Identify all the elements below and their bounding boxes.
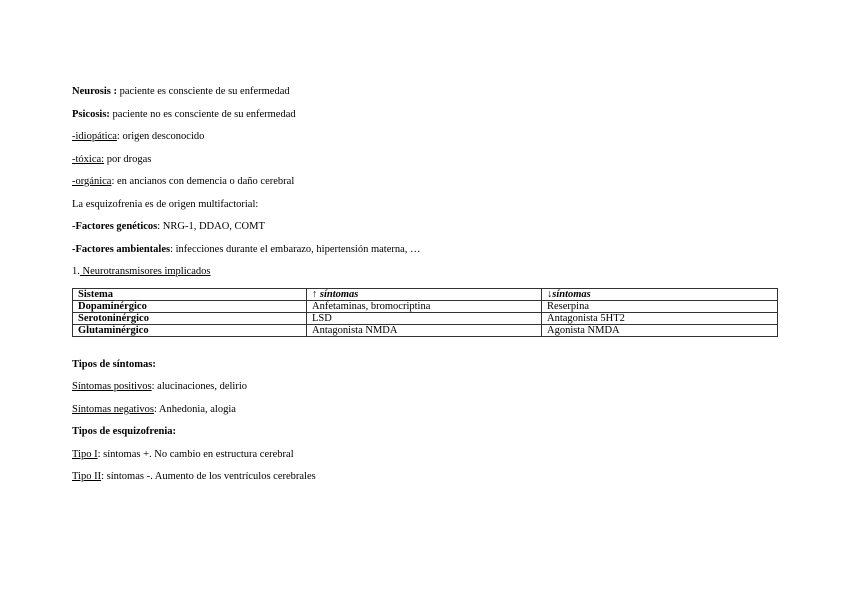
- geneticos-text: : NRG-1, DDAO, COMT: [157, 221, 265, 232]
- neurosis-text: paciente es consciente de su enfermedad: [117, 86, 290, 97]
- table-cell: Glutaminérgico: [73, 324, 307, 336]
- neurotransmisores-heading: [72, 266, 777, 278]
- positivos-term: Síntomas positivos: [72, 381, 152, 392]
- table-cell: Antagonista 5HT2: [542, 312, 778, 324]
- organica-line: [72, 176, 777, 188]
- toxica-text: por drogas: [104, 153, 152, 165]
- table-cell: Dopaminérgico: [73, 300, 307, 312]
- neurosis-term: Neurosis :: [72, 86, 118, 97]
- section-number: 1.: [72, 266, 80, 277]
- table-row: [73, 300, 778, 312]
- tipo1-line: [72, 449, 777, 461]
- positivos-line: [72, 381, 777, 393]
- table-cell: LSD: [307, 312, 542, 324]
- table-header-row: [73, 288, 778, 300]
- tipo2-term: Tipo II: [72, 471, 102, 482]
- toxica-line: [72, 154, 777, 166]
- negativos-line: [72, 404, 777, 416]
- positivos-text: : alucinaciones, delirio: [151, 381, 247, 392]
- negativos-term: Síntomas negativos: [72, 403, 154, 415]
- idiopatica-line: [72, 131, 777, 143]
- psicosis-line: [72, 109, 777, 121]
- psicosis-text: paciente no es consciente de su enfermedad: [109, 108, 296, 120]
- table-cell: Reserpina: [542, 300, 778, 312]
- types-heading: Tipos de esquizofrenia:: [72, 426, 177, 437]
- document-page: [72, 86, 777, 494]
- idiopatica-text: : origen desconocido: [116, 131, 205, 142]
- negativos-text: : Anhedonia, alogia: [153, 403, 236, 415]
- tipo2-line: [72, 471, 777, 483]
- neurotransmitter-table: [72, 288, 778, 337]
- ambientales-term: -Factores ambientales: [72, 243, 171, 255]
- geneticos-term: -Factores genéticos: [72, 221, 158, 232]
- idiopatica-term: -idiopática: [72, 131, 117, 142]
- table-cell: Anfetaminas, bromocriptina: [307, 300, 542, 312]
- neurosis-line: [72, 86, 777, 98]
- organica-text: : en ancianos con demencia o daño cerebral: [111, 176, 295, 187]
- table-header-cell: Sistema: [73, 288, 307, 300]
- tipo1-term: Tipo I: [72, 448, 98, 460]
- tipo2-text: : síntomas -. Aumento de los ventrículos cerebrales: [101, 471, 316, 482]
- toxica-term: -tóxica:: [72, 153, 105, 165]
- table-row: [73, 312, 778, 324]
- symptoms-heading: Tipos de síntomas:: [72, 358, 156, 370]
- table-cell: Antagonista NMDA: [307, 324, 542, 336]
- section-title: Neurotransmisores implicados: [79, 266, 211, 277]
- esquizofrenia-line: La esquizofrenia es de origen multifactorial:: [72, 198, 259, 210]
- organica-term: -orgánica: [72, 176, 112, 187]
- table-cell: Serotoninérgico: [73, 312, 307, 324]
- ambientales-line: [72, 244, 777, 256]
- table-header-cell: ↓síntomas: [542, 288, 778, 300]
- psicosis-term: Psicosis:: [72, 108, 110, 120]
- table-header-cell: ↑ síntomas: [307, 288, 542, 300]
- ambientales-text: : infecciones durante el embarazo, hipertensión materna, …: [170, 243, 421, 255]
- table-cell: Agonista NMDA: [542, 324, 778, 336]
- tipo1-text: : síntomas +. No cambio en estructura cerebral: [97, 448, 294, 460]
- geneticos-line: [72, 221, 777, 233]
- table-row: [73, 324, 778, 336]
